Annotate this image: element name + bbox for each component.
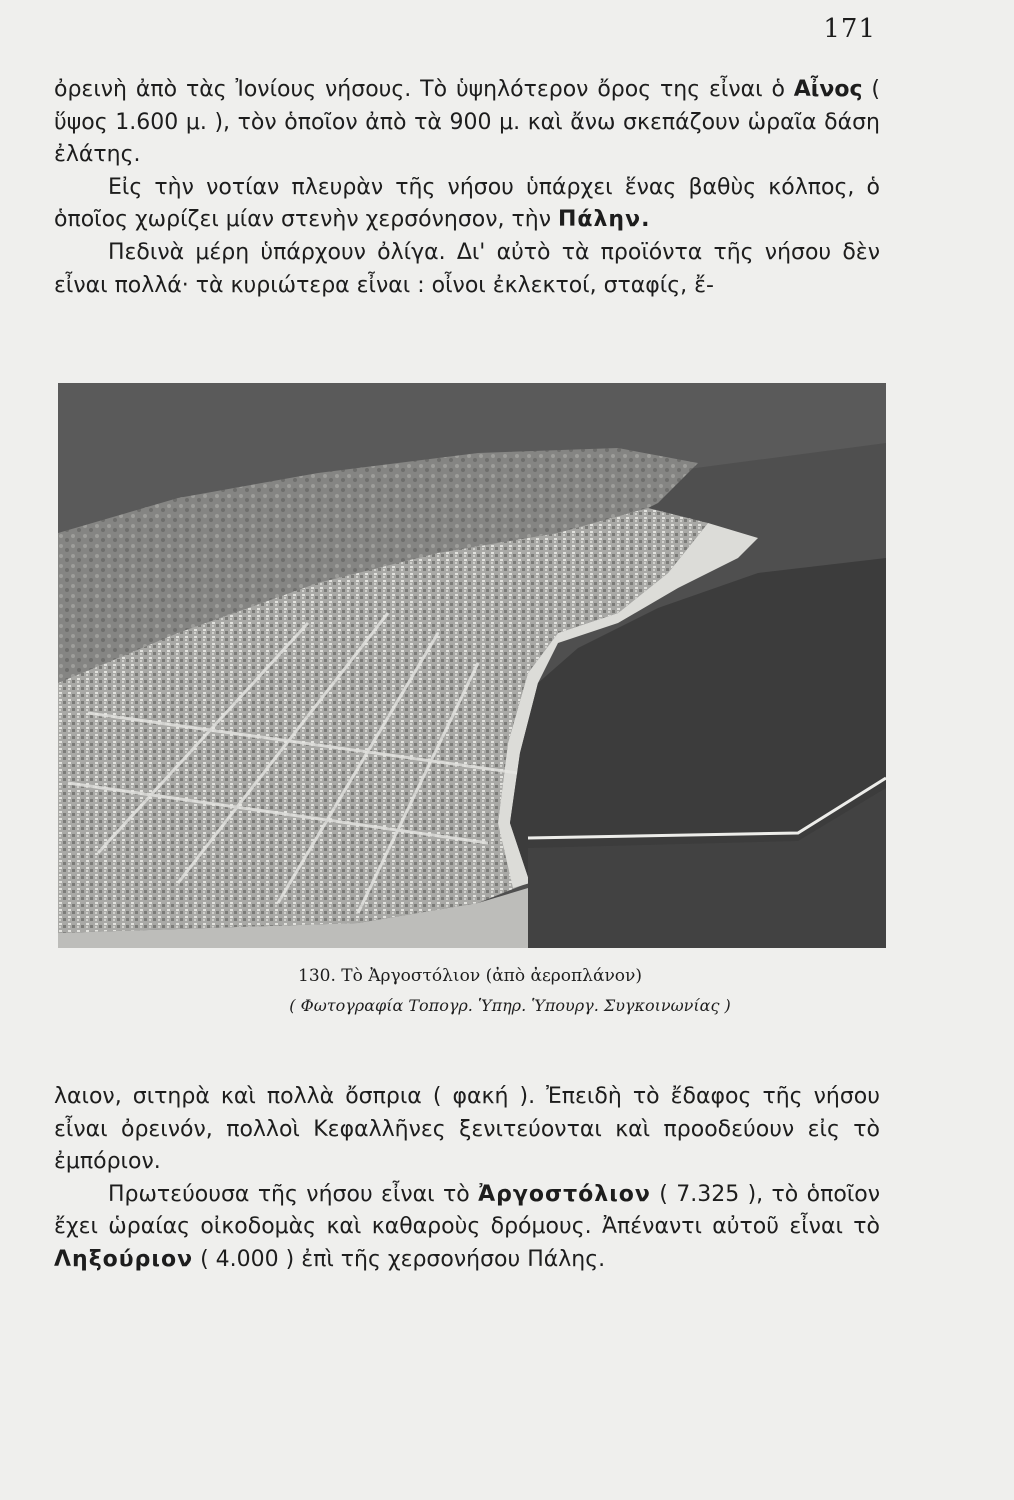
paragraph-pali: Εἰς τὴν νοτίαν πλευρὰν τῆς νήσου ὑπάρχει ἕνας βαθὺς κόλπος, ὁ ὁποῖος χωρίζει μίαν στενὴν χερσόνησον, τὴν Πάλην. — [54, 174, 880, 233]
ainos-bold: Αἶνος — [793, 77, 863, 102]
paragraph-capital: Πρωτεύουσα τῆς νήσου εἶναι τὸ Ἀργοστόλιον ( 7.325 ), τὸ ὁποῖον ἔχει ὡραίας οἰκοδομὰς καὶ καθαροὺς δρόμους. Ἀπέναντι αὐτοῦ εἶναι τὸ Ληξούριον ( 4.000 ) ἐπὶ τῆς χερσονήσου Πάλης. — [54, 1181, 881, 1272]
lixouri-bold: Ληξούριον — [54, 1246, 194, 1272]
pali-bold: Πάλην. — [557, 207, 651, 233]
figure-caption: 130. Τὸ Ἀργοστόλιον (ἀπὸ ἀεροπλάνον) — [298, 966, 642, 986]
bottom-text-block — [54, 1081, 880, 1277]
argostoli-bold: Ἀργοστόλιον — [478, 1181, 651, 1207]
page-number: 171 — [823, 14, 876, 44]
top-text-block — [54, 74, 880, 302]
argostoli-aerial-photo — [58, 383, 886, 948]
paragraph-products: Πεδινὰ μέρη ὑπάρχουν ὀλίγα. Δι' αὐτὸ τὰ προϊόντα τῆς νήσου δὲν εἶναι πολλά· τὰ κυριώτερα εἶναι : οἶνοι ἐκλεκτοί, σταφίς, ἔ- — [54, 239, 880, 298]
paragraph-emigration: λαιον, σιτηρὰ καὶ πολλὰ ὄσπρια ( φακή ). Ἐπειδὴ τὸ ἔδαφος τῆς νήσου εἶναι ὀρεινόν, πολλοὶ Κεφαλλῆνες ξενιτεύονται καὶ προοδεύουν εἰς τὸ ἐμπόριον. — [54, 1084, 880, 1175]
paragraph-ainos: ὀρεινὴ ἀπὸ τὰς Ἰονίους νήσους. Τὸ ὑψηλότερον ὄρος της εἶναι ὁ Αἶνος ( ὕψος 1.600 μ. ), τὸν ὁποῖον ἀπὸ τὰ 900 μ. καὶ ἄνω σκεπάζουν ὡραῖα δάση ἐλάτης. — [54, 77, 880, 168]
figure-credit: ( Φωτογραφία Τοπογρ. Ὑπηρ. Ὑπουργ. Συγκοινωνίας ) — [289, 996, 731, 1015]
